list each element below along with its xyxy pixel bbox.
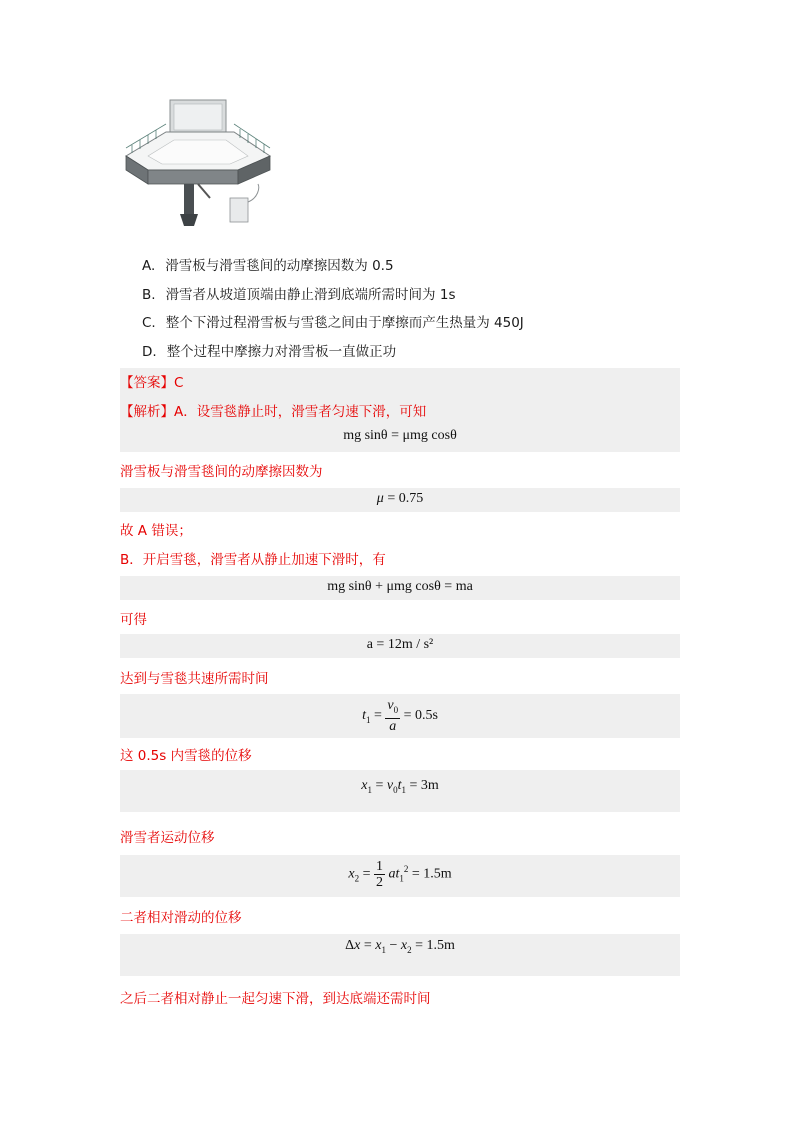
- answer-label: 【答案】C: [120, 375, 184, 391]
- analysis-line: 这 0.5s 内雪毯的位移: [120, 748, 252, 764]
- formula-8: $\Delta x = x_1 - x_2 = 1.5m$: [345, 938, 455, 955]
- formula-3: mg sinθ + μmg cosθ = ma: [327, 579, 473, 594]
- analysis-line: 可得: [120, 612, 147, 628]
- formula-5: $t_1$ = $\frac{v_0}{a}$ = 0.5s: [362, 698, 438, 734]
- analysis-line: 之后二者相对静止一起匀速下滑，到达底端还需时间: [120, 991, 431, 1007]
- ski-treadmill-figure: [118, 98, 278, 230]
- analysis-line: 滑雪板与滑雪毯间的动摩擦因数为: [120, 464, 323, 480]
- analysis-intro: 【解析】A．设雪毯静止时，滑雪者匀速下滑，可知: [120, 404, 427, 420]
- formula-1: mg sinθ = μmg cosθ: [343, 428, 457, 443]
- formula-6: $x_1 = v_0t_1 = 3m$: [361, 778, 439, 795]
- option-a: A. 滑雪板与滑雪毯间的动摩擦因数为 0.5: [142, 258, 394, 274]
- option-d: D. 整个过程中摩擦力对滑雪板一直做正功: [142, 344, 397, 360]
- analysis-line: 故 A 错误；: [120, 523, 192, 539]
- formula-4: a = 12m / s²: [366, 637, 434, 652]
- analysis-line: 达到与雪毯共速所需时间: [120, 671, 269, 687]
- option-b: B. 滑雪者从坡道顶端由静止滑到底端所需时间为 1s: [142, 287, 456, 303]
- option-c: C. 整个下滑过程滑雪板与雪毯之间由于摩擦而产生热量为 450J: [142, 315, 524, 331]
- formula-2: μ = 0.75: [376, 491, 424, 506]
- analysis-line: B．开启雪毯，滑雪者从静止加速下滑时，有: [120, 552, 386, 568]
- analysis-line: 二者相对滑动的位移: [120, 910, 242, 926]
- formula-7: $x_2$ = $\frac{1}{2}$ $at_1^2 = 1.5m$: [348, 859, 452, 890]
- analysis-line: 滑雪者运动位移: [120, 830, 215, 846]
